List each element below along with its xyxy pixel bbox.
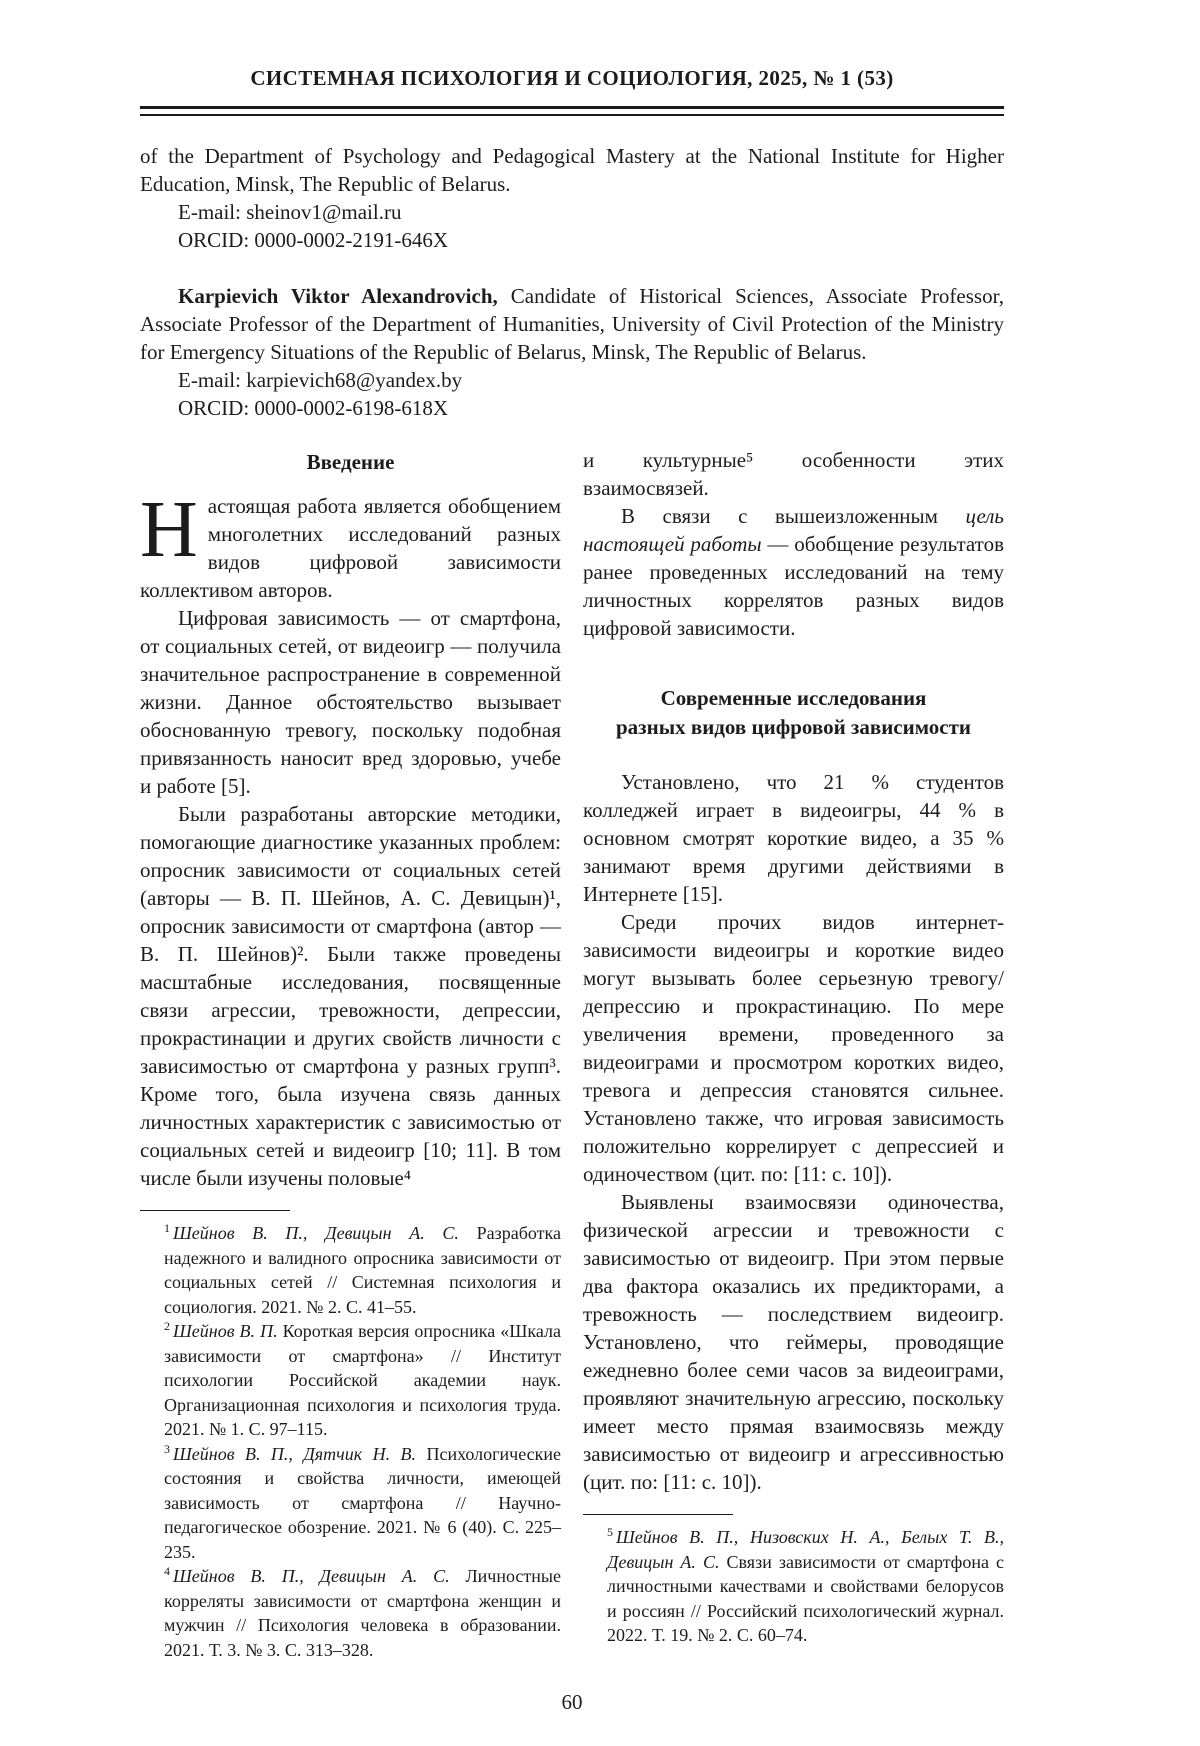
body-paragraph-continued: и культурные⁵ особенности этих взаимосвязей.	[583, 448, 1004, 500]
footnote-text: Разработка надежного и валидного опросника зависимости от социальных сетей // Системная психология и социология. 2021. № 2. С. 41–55.	[164, 1223, 561, 1317]
journal-header-title: СИСТЕМНАЯ ПСИХОЛОГИЯ И СОЦИОЛОГИЯ, 2025, № 1 (53)	[250, 66, 894, 90]
intro-heading: Введение	[306, 450, 395, 474]
footnote	[140, 1221, 561, 1319]
footnote-authors: Шейнов В. П., Дятчик Н. В.	[173, 1443, 417, 1464]
footnote-separator	[140, 1210, 290, 1211]
footnote-number: 1	[164, 1221, 170, 1235]
footnote-number: 5	[607, 1525, 613, 1539]
intro-paragraph-dropcap	[140, 486, 561, 604]
section-heading-line-1: Современные исследования	[660, 686, 927, 710]
two-column-body	[140, 446, 1004, 1662]
author-2-bio: Candidate of Historical Sciences, Associate Professor, Associate Professor of the Department of Humanities, University of Civil Protection of the Ministry for Emergency Situations of the Republic of Belarus, Minsk, The Republic of Belarus.	[140, 284, 1004, 364]
body-paragraph: Цифровая зависимость — от смартфона, от социальных сетей, от видеоигр — получила значительное распространение в современной жизни. Данное обстоятельство вызывает обоснованную тревогу, поскольку подобная привязанность наносит вред здоровью, учебе и работе [5].	[140, 606, 561, 798]
footnote-text: Короткая версия опросника «Шкала зависимости от смартфона» // Институт психологии Российской академии наук. Организационная психология и психология труда. 2021. № 1. С. 97–115.	[164, 1321, 561, 1439]
footnote-authors: Шейнов В. П.	[173, 1321, 278, 1341]
section-heading-line-2: разных видов цифровой зависимости	[616, 715, 971, 739]
footnote	[140, 1442, 561, 1565]
section-heading	[583, 684, 1004, 742]
affiliation-continued: of the Department of Psychology and Pedagogical Mastery at the National Institute for Higher Education, Minsk, The Republic of Belarus.	[140, 144, 1004, 196]
page-number: 60	[561, 1690, 583, 1714]
header-double-rule	[140, 106, 1004, 116]
front-matter	[140, 142, 1004, 422]
footnotes-right	[583, 1525, 1004, 1648]
drop-cap-letter: Н	[140, 486, 198, 574]
intro-paragraph-text: астоящая работа является обобщением многолетних исследований разных видов цифровой зависимости коллективом авторов.	[140, 494, 561, 602]
footnote-number: 3	[164, 1441, 170, 1456]
footnotes-left	[140, 1221, 561, 1662]
left-column	[140, 446, 561, 1662]
footnote-number: 2	[164, 1319, 170, 1333]
author-2-name: Karpievich Viktor Alexandrovich,	[178, 284, 498, 308]
footnote-text: Личностные корреляты зависимости от смартфона женщин и мужчин // Психология человека в образовании. 2021. Т. 3. № 3. С. 313–328.	[164, 1566, 561, 1660]
body-paragraph: Среди прочих видов интернет-зависимости видеоигры и короткие видео могут вызывать более серьезную тревогу/депрессию и прокрастинацию. По мере увеличения времени, проведенного за видеоиграми и просмотром коротких видео, тревога и депрессия становятся сильнее. Установлено также, что игровая зависимость положительно коррелирует с депрессией и одиночеством (цит. по: [11: с. 10]).	[583, 910, 1004, 1186]
footnote-authors: Шейнов В. П., Низовских Н. А., Белых Т. В., Девицын А. С.	[607, 1527, 1004, 1572]
footnote-authors: Шейнов В. П., Девицын А. С.	[173, 1566, 450, 1586]
paragraph-segment: — обобщение результатов ранее проведенных исследований на тему личностных коррелятов разных видов цифровой зависимости.	[583, 532, 1004, 640]
footnote-text: Связи зависимости от смартфона с личностными качествами и свойствами белорусов и россиян // Российский психологический журнал. 2022. Т. 19. № 2. С. 60–74.	[607, 1551, 1004, 1645]
paragraph-segment: В связи с вышеизложенным	[621, 504, 966, 528]
orcid-line-1: ORCID: 0000-0002-2191-646X	[178, 228, 449, 252]
orcid-line-2: ORCID: 0000-0002-6198-618X	[178, 396, 449, 420]
body-paragraph	[583, 502, 1004, 642]
body-paragraph: Выявлены взаимосвязи одиночества, физической агрессии и тревожности с зависимостью от видеоигр. При этом первые два фактора оказались их предикторами, а тревожность — последствием видеоигр. Установлено, что геймеры, проводящие ежедневно более семи часов за видеоиграми, проявляют значительную агрессию, поскольку имеет место прямая взаимосвязь между зависимостью от видеоигр и агрессивностью (цит. по: [11: с. 10]).	[583, 1190, 1004, 1494]
author-2-paragraph	[140, 282, 1004, 366]
footnote-number: 4	[164, 1564, 170, 1578]
paragraph-segment-italic: цель настоящей работы	[583, 504, 1004, 556]
email-line-2: E-mail: karpievich68@yandex.by	[178, 368, 463, 392]
right-column	[583, 446, 1004, 1662]
body-paragraph: Были разработаны авторские методики, помогающие диагностике указанных проблем: опросник зависимости от социальных сетей (авторы — В. П. Шейнов, А. С. Девицын)¹, опросник зависимости от смартфона (автор — В. П. Шейнов)². Были также проведены масштабные исследования, посвященные связи агрессии, тревожности, депрессии, прокрастинации и других свойств личности с зависимостью от смартфона у разных групп³. Кроме того, была изучена связь данных личностных характеристик с зависимостью от социальных сетей и видеоигр [10; 11]. В том числе были изучены половые⁴	[140, 802, 561, 1190]
footnote-separator	[583, 1514, 733, 1515]
footnote	[140, 1564, 561, 1662]
footnote	[140, 1319, 561, 1442]
footnote	[583, 1525, 1004, 1648]
email-line-1: E-mail: sheinov1@mail.ru	[178, 200, 402, 224]
footnote-authors: Шейнов В. П., Девицын А. С.	[173, 1223, 459, 1243]
body-paragraph: Установлено, что 21 % студентов колледжей играет в видеоигры, 44 % в основном смотрят короткие видео, а 35 % занимают время другими действиями в Интернете [15].	[583, 770, 1004, 906]
footnote-text: Психологические состояния и свойства личности, имеющей зависимость от смартфона // Научно-педагогическое обозрение. 2021. № 6 (40). С. 225–235.	[164, 1443, 561, 1562]
